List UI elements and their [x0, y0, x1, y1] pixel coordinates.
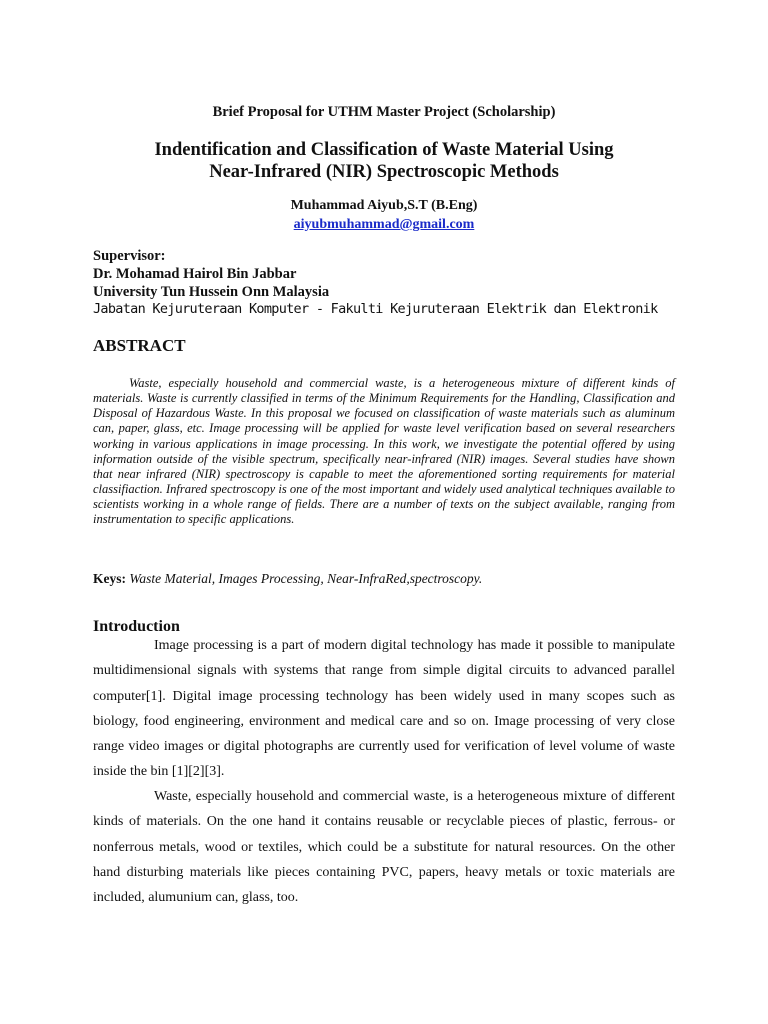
document-title-line-2: Near-Infrared (NIR) Spectroscopic Methods [209, 162, 559, 182]
author-email-line [93, 217, 675, 233]
supervisor-university: University Tun Hussein Onn Malaysia [93, 284, 330, 300]
proposal-header: Brief Proposal for UTHM Master Project (Scholarship) [212, 104, 556, 120]
document-page [93, 0, 675, 1024]
abstract-heading: ABSTRACT [93, 336, 186, 355]
introduction-paragraph: Image processing is a part of modern digital technology has made it possible to manipulate multidimensional signals with systems that range from simple digital circuits to advanced parallel computer[1]. Digital image processing technology has been widely used in many scopes such as biology, food engineering, environment and medical care and so on. Image processing of very close range video images or digital photographs are currently used for verification of level volume of waste inside the bin [1][2][3]. [93, 638, 675, 780]
abstract-paragraph: Waste, especially household and commercial waste, is a heterogeneous mixture of different kinds of materials. Waste is currently classified in terms of the Minimum Requirements for the Handling, Classification and Disposal of Hazardous Waste. In this proposal we focused on classification of waste materials such as aluminum can, paper, glass, etc. Image processing will be applied for waste level verification based on several researchers working in various applications in image processing. In this work, we investigate the potential offered by using information outside of the visible spectrum, specifically near-infrared (NIR) images. Several studies have shown that near infrared (NIR) spectroscopy is capable to meet the aforementioned sorting requirements for material classifiaction. Infrared spectroscopy is one of the most important and widely used analytical techniques available to scientists working in a whole range of fields. There are a number of texts on the subject available, ranging from instrumentation to specific applications. [93, 376, 675, 527]
author-email-link[interactable]: aiyubmuhammad@gmail.com [293, 217, 475, 232]
document-title-line-1: Indentification and Classification of Waste Material Using [154, 140, 614, 160]
keywords-value: Waste Material, Images Processing, Near-InfraRed,spectroscopy. [126, 571, 483, 586]
supervisor-department: Jabatan Kejuruteraan Komputer - Fakulti Kejuruteraan Elektrik dan Elektronik [93, 301, 658, 317]
keywords-label: Keys: [93, 571, 126, 586]
supervisor-label: Supervisor: [93, 248, 166, 264]
author-name: Muhammad Aiyub,S.T (B.Eng) [290, 198, 478, 213]
introduction-heading: Introduction [93, 618, 180, 635]
supervisor-name: Dr. Mohamad Hairol Bin Jabbar [93, 266, 297, 282]
keywords-line [93, 571, 482, 587]
introduction-paragraph: Waste, especially household and commercial waste, is a heterogeneous mixture of different kinds of materials. On the one hand it contains reusable or recyclable pieces of plastic, ferrous- or nonferrous metals, wood or textiles, which could be a substitute for natural resources. On the other hand disturbing materials like pieces containing PVC, papers, heavy metals or toxic materials are included, alumunium can, glass, too. [93, 789, 675, 906]
